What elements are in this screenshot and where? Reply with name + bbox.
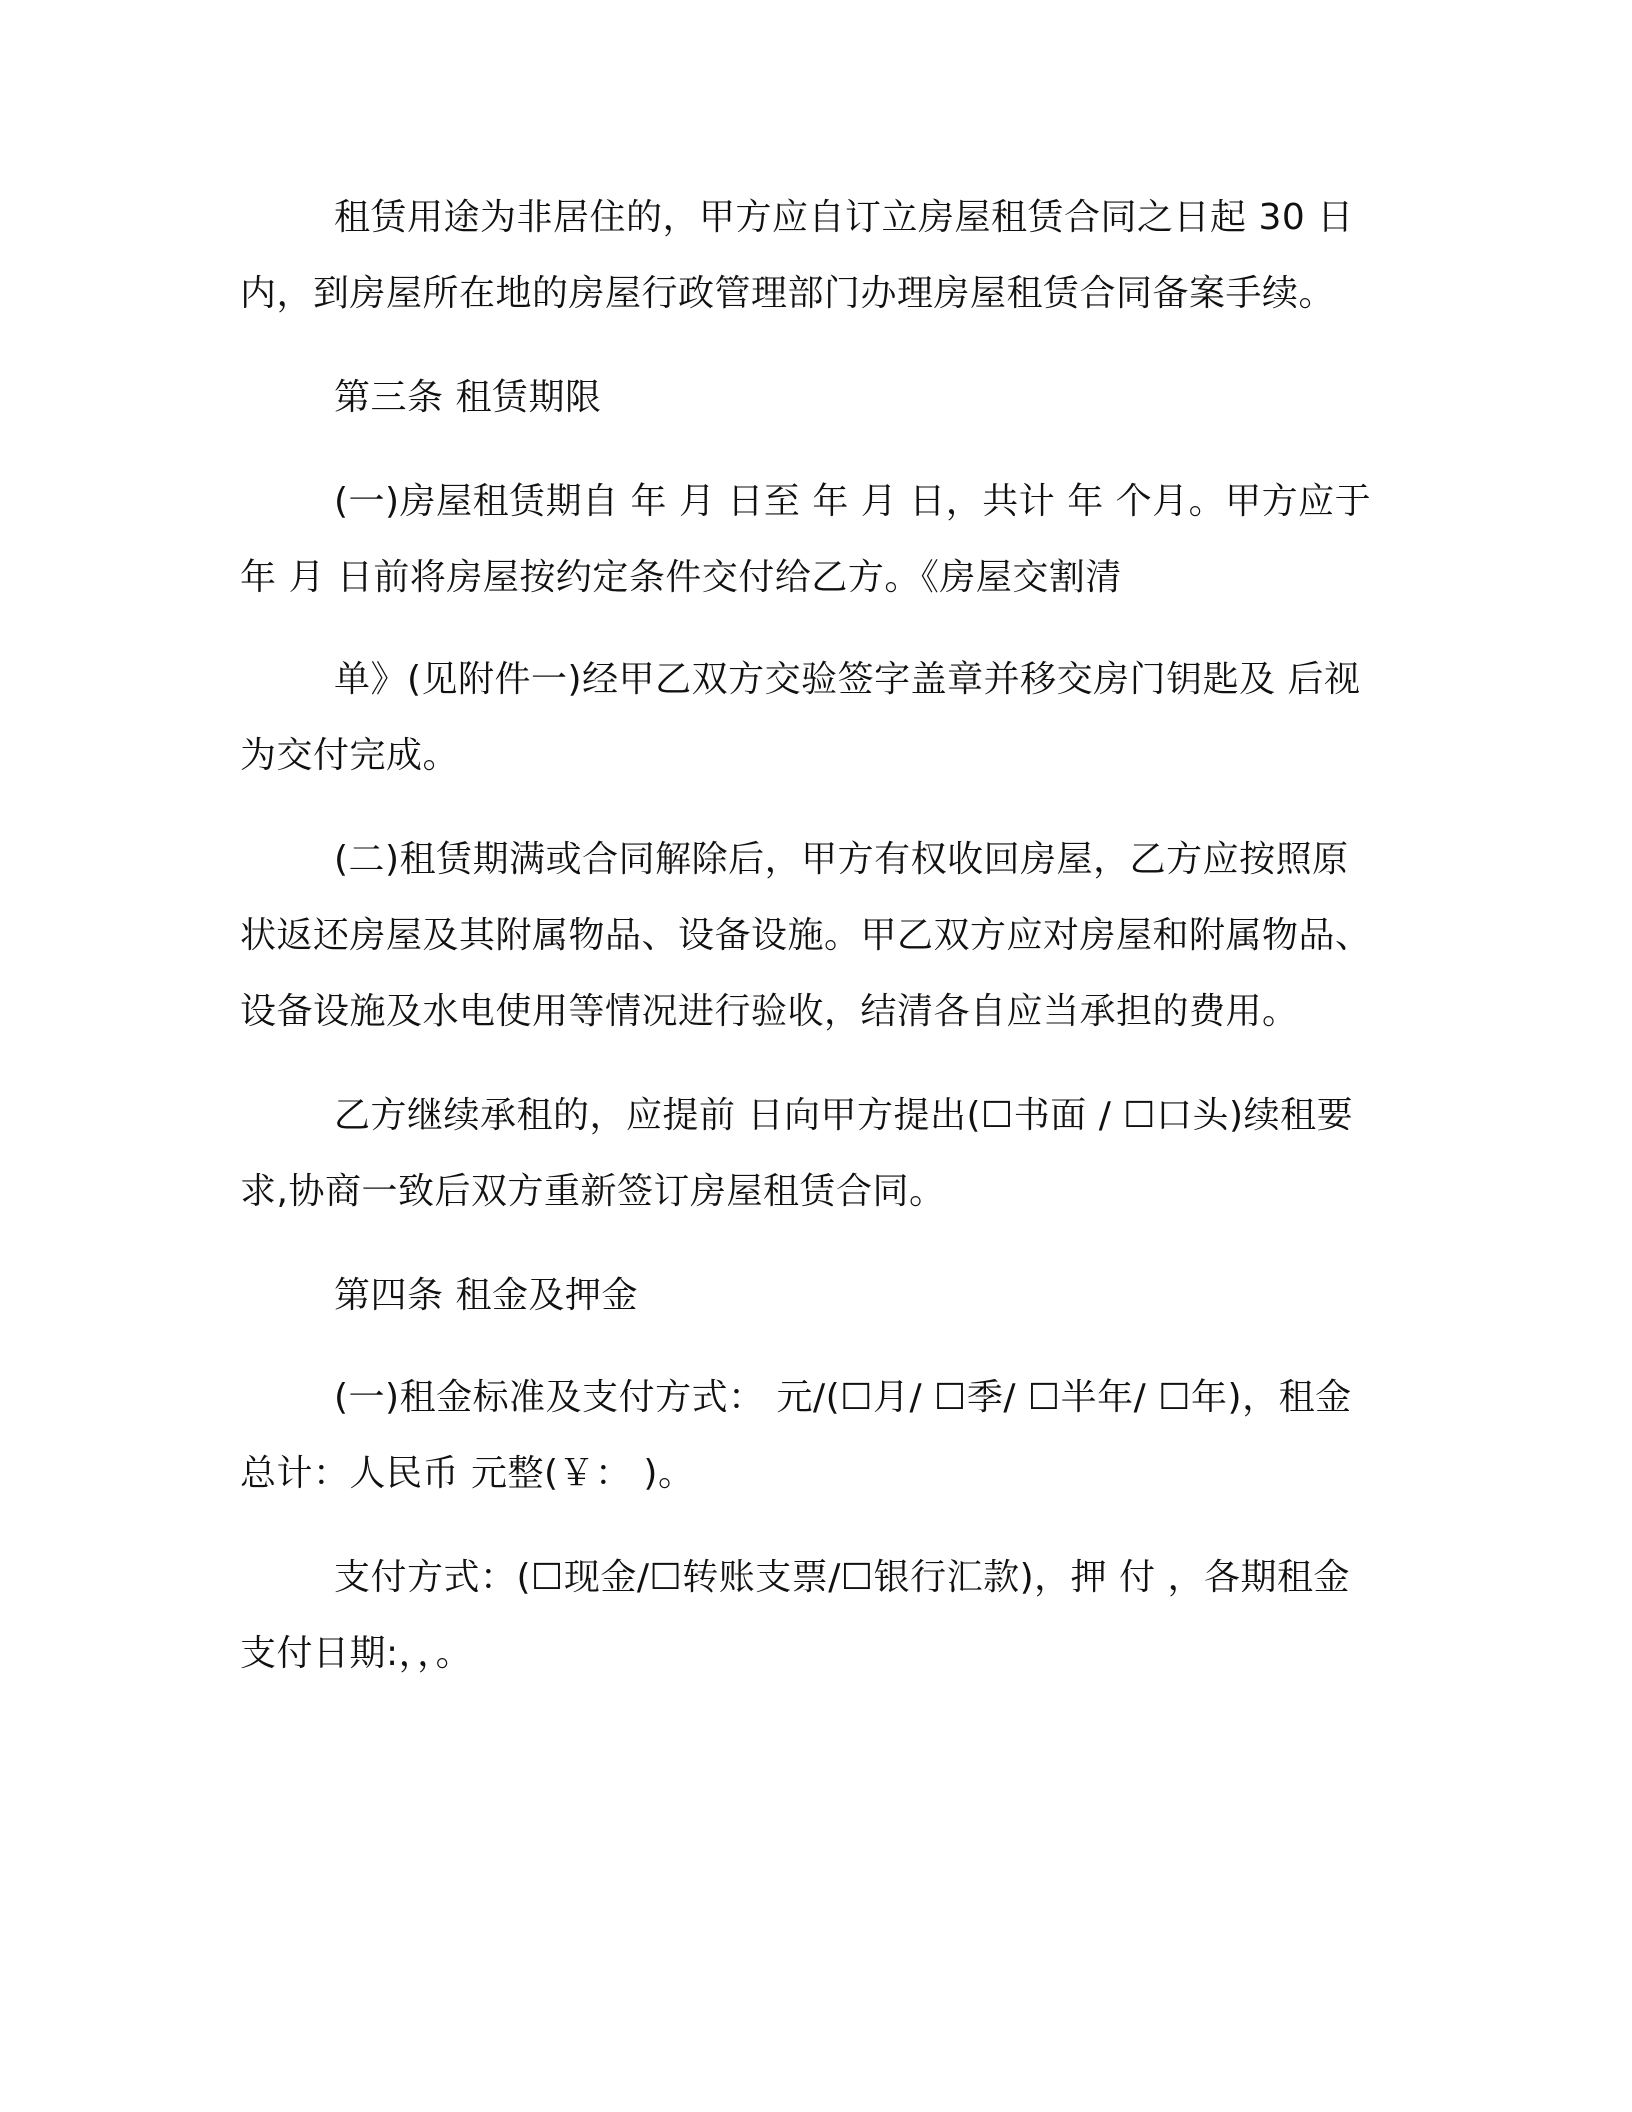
paragraph-line: (二)租赁期满或合同解除后，甲方有权收回房屋，乙方应按照原: [334, 839, 1349, 880]
section-heading: 第三条 租赁期限: [334, 377, 602, 418]
section-heading: 第四条 租金及押金: [334, 1275, 638, 1316]
paragraph-line: 支付方式：(☐现金/☐转账支票/☐银行汇款)，押 付 ，各期租金: [334, 1557, 1351, 1598]
paragraph-line: 总计：人民币 元整(￥： )。: [240, 1453, 695, 1494]
paragraph-line: 内，到房屋所在地的房屋行政管理部门办理房屋租赁合同备案手续。: [240, 273, 1336, 314]
paragraph-line: 求,协商一致后双方重新签订房屋租赁合同。: [240, 1171, 946, 1212]
paragraph-line: 支付日期:，，。: [240, 1633, 473, 1674]
paragraph-line: 单》(见附件一)经甲乙双方交验签字盖章并移交房门钥匙及 后视: [334, 659, 1361, 700]
paragraph-line: 设备设施及水电使用等情况进行验收，结清各自应当承担的费用。: [240, 991, 1299, 1032]
paragraph-line: 状返还房屋及其附属物品、设备设施。甲乙双方应对房屋和附属物品、: [240, 915, 1372, 956]
paragraph-line: 为交付完成。: [240, 735, 460, 776]
paragraph-line: 年 月 日前将房屋按约定条件交付给乙方。《房屋交割清: [240, 557, 1122, 598]
paragraph-line: 租赁用途为非居住的，甲方应自订立房屋租赁合同之日起 30 日: [334, 197, 1354, 238]
paragraph-line: (一)租金标准及支付方式： 元/(☐月/ ☐季/ ☐半年/ ☐年)，租金: [334, 1377, 1352, 1418]
paragraph-line: 乙方继续承租的，应提前 日向甲方提出(☐书面 / ☐口头)续租要: [334, 1095, 1354, 1136]
paragraph-line: (一)房屋租赁期自 年 月 日至 年 月 日，共计 年 个月。甲方应于: [334, 481, 1372, 522]
